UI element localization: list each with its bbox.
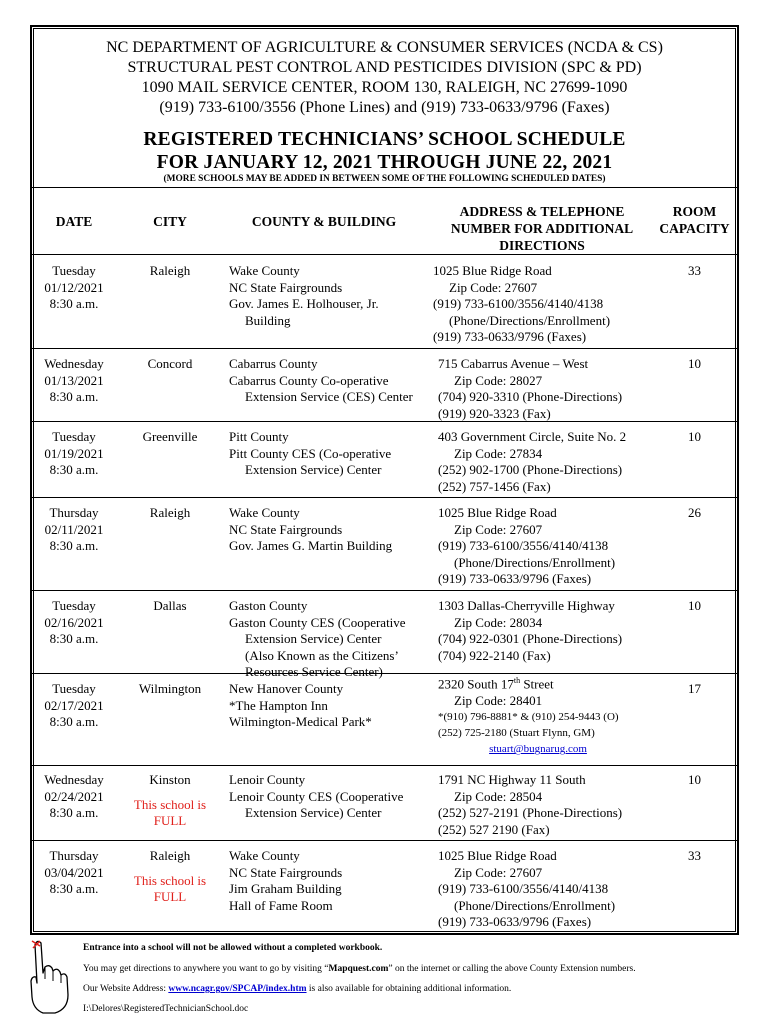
address-line: (919) 733-6100/3556/4140/4138 — [438, 538, 609, 553]
city-name: Concord — [147, 356, 193, 371]
website-text-start: Our Website Address: — [83, 984, 169, 994]
date-cell — [32, 429, 116, 479]
school-date: 01/13/2021 — [44, 372, 104, 388]
county-cell — [229, 429, 443, 479]
address-line: Zip Code: 28027 — [454, 372, 543, 388]
county-cell — [229, 848, 443, 914]
street-address: 1791 NC Highway 11 South — [438, 772, 586, 787]
room-capacity: 26 — [688, 505, 701, 520]
city-cell — [122, 429, 218, 446]
county-line: Building — [245, 312, 291, 328]
date-cell — [32, 356, 116, 406]
room-capacity: 33 — [688, 848, 701, 863]
room-capacity: 33 — [688, 263, 701, 278]
day-name: Wednesday — [44, 772, 104, 787]
file-path: I:\Delores\RegisteredTechnicianSchool.doc — [83, 1004, 249, 1014]
start-time: 8:30 a.m. — [49, 631, 99, 646]
county-line: NC State Fairgrounds — [229, 279, 343, 295]
room-capacity: 10 — [688, 356, 701, 371]
date-cell — [32, 681, 116, 731]
start-time: 8:30 a.m. — [49, 389, 99, 404]
county-line: *The Hampton Inn — [229, 697, 328, 713]
address-header-line-3: DIRECTIONS — [499, 238, 585, 253]
city-cell — [122, 681, 218, 698]
county-line: NC State Fairgrounds — [229, 521, 343, 537]
school-date: 02/11/2021 — [44, 521, 104, 537]
address-line: (919) 920-3323 (Fax) — [438, 405, 551, 421]
title-line-2: FOR JANUARY 12, 2021 THROUGH JUNE 22, 2021 — [156, 152, 613, 173]
county-cell — [229, 356, 443, 406]
street-address: 1303 Dallas-Cherryville Highway — [438, 598, 615, 613]
county-line: Pitt County — [229, 429, 289, 444]
address-cell — [438, 598, 673, 664]
city-cell — [122, 772, 218, 830]
address-cell — [438, 505, 673, 588]
start-time: 8:30 a.m. — [49, 805, 99, 820]
city-cell — [122, 848, 218, 906]
city-cell — [122, 356, 218, 373]
website-text-end: is also available for obtaining additional information. — [306, 984, 512, 994]
county-line: Wake County — [229, 848, 300, 863]
county-line: Cabarrus County — [229, 356, 318, 371]
directions-text-end: ” on the internet or calling the above County Extension numbers. — [388, 964, 636, 974]
county-cell — [229, 598, 443, 681]
capacity-cell — [652, 429, 737, 446]
street-address: 715 Cabarrus Avenue – West — [438, 356, 589, 371]
address-line: (919) 733-0633/9796 (Faxes) — [438, 571, 592, 586]
address-line: Zip Code: 28401 — [454, 692, 543, 708]
county-line: Extension Service) Center — [245, 631, 382, 646]
website-link[interactable]: www.ncagr.gov/SPCAP/index.htm — [168, 984, 307, 994]
city-name: Raleigh — [149, 263, 191, 278]
address-line: (252) 725-2180 (Stuart Flynn, GM) — [438, 727, 595, 740]
address-cell — [438, 429, 673, 495]
header-divider — [32, 187, 737, 188]
capacity-cell — [652, 356, 737, 373]
address-line: *(910) 796-8881* & (910) 254-9443 (O) — [438, 711, 619, 724]
schedule-note: (MORE SCHOOLS MAY BE ADDED IN BETWEEN SOME OF THE FOLLOWING SCHEDULED DATES) — [163, 174, 606, 184]
address-cell — [433, 263, 668, 346]
agency-address: 1090 MAIL SERVICE CENTER, ROOM 130, RALEIGH, NC 27699-1090 — [141, 79, 628, 96]
county-line: Gov. James E. Holhouser, Jr. — [229, 296, 379, 311]
county-line: Wake County — [229, 505, 300, 520]
directions-note — [83, 963, 636, 975]
day-name: Thursday — [49, 505, 99, 520]
city-name: Dallas — [153, 598, 187, 613]
start-time: 8:30 a.m. — [49, 538, 99, 553]
full-status: This school is FULL — [133, 796, 207, 828]
capacity-header-line-2: CAPACITY — [659, 221, 730, 236]
capacity-cell — [652, 681, 737, 698]
address-line: Zip Code: 27607 — [454, 521, 543, 537]
county-line: Jim Graham Building — [229, 881, 342, 896]
address-cell — [438, 848, 673, 931]
address-line: (252) 757-1456 (Fax) — [438, 478, 551, 494]
address-line: (Phone/Directions/Enrollment) — [454, 554, 616, 570]
county-line: (Also Known as the Citizens’ — [245, 647, 399, 663]
start-time: 8:30 a.m. — [49, 296, 99, 311]
room-capacity: 10 — [688, 772, 701, 787]
county-cell — [229, 681, 443, 731]
schedule-frame — [30, 25, 739, 935]
address-line: (252) 902-1700 (Phone-Directions) — [438, 462, 623, 477]
column-header-address — [427, 203, 657, 254]
county-line: Lenoir County CES (Cooperative — [229, 788, 404, 804]
address-line: (Phone/Directions/Enrollment) — [454, 897, 616, 913]
school-date: 02/17/2021 — [44, 697, 104, 713]
day-name: Tuesday — [52, 429, 96, 444]
address-line: (919) 733-6100/3556/4140/4138 — [438, 881, 609, 896]
school-date: 01/19/2021 — [44, 445, 104, 461]
county-cell — [229, 505, 443, 555]
city-name: Greenville — [142, 429, 198, 444]
county-cell — [229, 263, 443, 329]
county-cell — [229, 772, 443, 822]
capacity-cell — [652, 263, 737, 280]
address-line: Zip Code: 27607 — [449, 279, 538, 295]
city-name: Kinston — [149, 772, 191, 787]
county-line: New Hanover County — [229, 681, 344, 696]
column-header-date: DATE — [55, 214, 93, 229]
county-line: Hall of Fame Room — [229, 897, 333, 913]
row-separator — [32, 497, 737, 498]
address-line: Zip Code: 28504 — [454, 788, 543, 804]
capacity-header-line-1: ROOM — [672, 204, 717, 219]
start-time: 8:30 a.m. — [49, 462, 99, 477]
city-name: Raleigh — [149, 848, 191, 863]
address-cell — [438, 772, 673, 838]
start-time: 8:30 a.m. — [49, 881, 99, 896]
address-line: Zip Code: 27834 — [454, 445, 543, 461]
row-separator — [32, 590, 737, 591]
county-line: Extension Service) Center — [245, 462, 382, 477]
address-line: (919) 733-0633/9796 (Faxes) — [438, 914, 592, 929]
address-line: (919) 733-6100/3556/4140/4138 — [433, 296, 604, 311]
capacity-cell — [652, 505, 737, 522]
address-cell — [438, 356, 673, 422]
agency-phones: (919) 733-6100/3556 (Phone Lines) and (919) 733-0633/9796 (Faxes) — [159, 99, 610, 116]
day-name: Tuesday — [52, 598, 96, 613]
county-line: Resources Service Center) — [245, 664, 383, 679]
start-time: 8:30 a.m. — [49, 714, 99, 729]
city-name: Wilmington — [138, 681, 202, 696]
capacity-cell — [652, 848, 737, 865]
room-capacity: 17 — [688, 681, 701, 696]
column-header-county: COUNTY & BUILDING — [251, 214, 397, 229]
address-header-line-1: ADDRESS & TELEPHONE — [459, 204, 625, 219]
room-capacity: 10 — [688, 598, 701, 613]
county-line: Extension Service) Center — [245, 805, 382, 820]
school-date: 01/12/2021 — [44, 279, 104, 295]
county-line: Wake County — [229, 263, 300, 278]
city-cell — [122, 505, 218, 522]
school-date: 02/16/2021 — [44, 614, 104, 630]
date-cell — [32, 598, 116, 648]
county-line: Gaston County CES (Cooperative — [229, 614, 406, 630]
date-cell — [32, 263, 116, 313]
day-name: Tuesday — [52, 263, 96, 278]
directions-text-start: You may get directions to anywhere you want to go by visiting “ — [83, 964, 329, 974]
address-line: (252) 527 2190 (Fax) — [438, 821, 550, 837]
school-date: 03/04/2021 — [44, 864, 104, 880]
contact-email-link[interactable]: stuart@bugnarug.com — [489, 743, 587, 756]
mapquest-name: Mapquest.com — [328, 964, 389, 974]
room-capacity: 10 — [688, 429, 701, 444]
date-cell — [32, 848, 116, 898]
address-cell — [438, 673, 673, 757]
day-name: Tuesday — [52, 681, 96, 696]
agency-name: NC DEPARTMENT OF AGRICULTURE & CONSUMER SERVICES (NCDA & CS) — [106, 39, 663, 56]
address-line: (Phone/Directions/Enrollment) — [449, 312, 611, 328]
city-cell — [122, 263, 218, 280]
city-name: Raleigh — [149, 505, 191, 520]
county-line: NC State Fairgrounds — [229, 864, 343, 880]
full-status: This school is FULL — [133, 872, 207, 904]
address-line: (919) 733-0633/9796 (Faxes) — [433, 329, 587, 344]
street-address: 2320 South 17th Street — [438, 676, 554, 692]
county-line: Gaston County — [229, 598, 308, 613]
date-cell — [32, 505, 116, 555]
capacity-cell — [652, 598, 737, 615]
date-cell — [32, 772, 116, 822]
agency-header — [32, 38, 737, 118]
website-note — [83, 983, 511, 995]
day-name: Thursday — [49, 848, 99, 863]
address-line: (704) 922-2140 (Fax) — [438, 647, 551, 663]
day-name: Wednesday — [44, 356, 104, 371]
row-separator — [32, 254, 737, 255]
footer — [0, 935, 770, 1024]
county-line: Extension Service (CES) Center — [245, 389, 413, 404]
address-line: Zip Code: 28034 — [454, 614, 543, 630]
capacity-cell — [652, 772, 737, 789]
address-line: (252) 527-2191 (Phone-Directions) — [438, 805, 623, 820]
row-separator — [32, 348, 737, 349]
column-header-city: CITY — [153, 214, 187, 229]
school-date: 02/24/2021 — [44, 788, 104, 804]
county-line: Cabarrus County Co-operative — [229, 372, 389, 388]
county-line: Lenoir County — [229, 772, 306, 787]
county-line: Wilmington-Medical Park* — [229, 714, 372, 729]
address-header-line-2: NUMBER FOR ADDITIONAL — [450, 221, 634, 236]
street-address: 403 Government Circle, Suite No. 2 — [438, 429, 627, 444]
column-header-capacity — [652, 203, 737, 237]
address-line: (704) 922-0301 (Phone-Directions) — [438, 631, 623, 646]
county-line: Gov. James G. Martin Building — [229, 538, 393, 553]
street-address: 1025 Blue Ridge Road — [438, 505, 557, 520]
workbook-warning: Entrance into a school will not be allowed without a completed workbook. — [83, 943, 383, 953]
page-title — [32, 128, 737, 174]
title-line-1: REGISTERED TECHNICIANS’ SCHOOL SCHEDULE — [143, 129, 626, 150]
row-separator — [32, 840, 737, 841]
street-address: 1025 Blue Ridge Road — [433, 263, 552, 278]
county-line: Pitt County CES (Co-operative — [229, 445, 392, 461]
division-name: STRUCTURAL PEST CONTROL AND PESTICIDES DIVISION (SPC & PD) — [127, 59, 642, 76]
row-separator — [32, 765, 737, 766]
street-address: 1025 Blue Ridge Road — [438, 848, 557, 863]
address-line: (704) 920-3310 (Phone-Directions) — [438, 389, 623, 404]
city-cell — [122, 598, 218, 615]
address-line: Zip Code: 27607 — [454, 864, 543, 880]
